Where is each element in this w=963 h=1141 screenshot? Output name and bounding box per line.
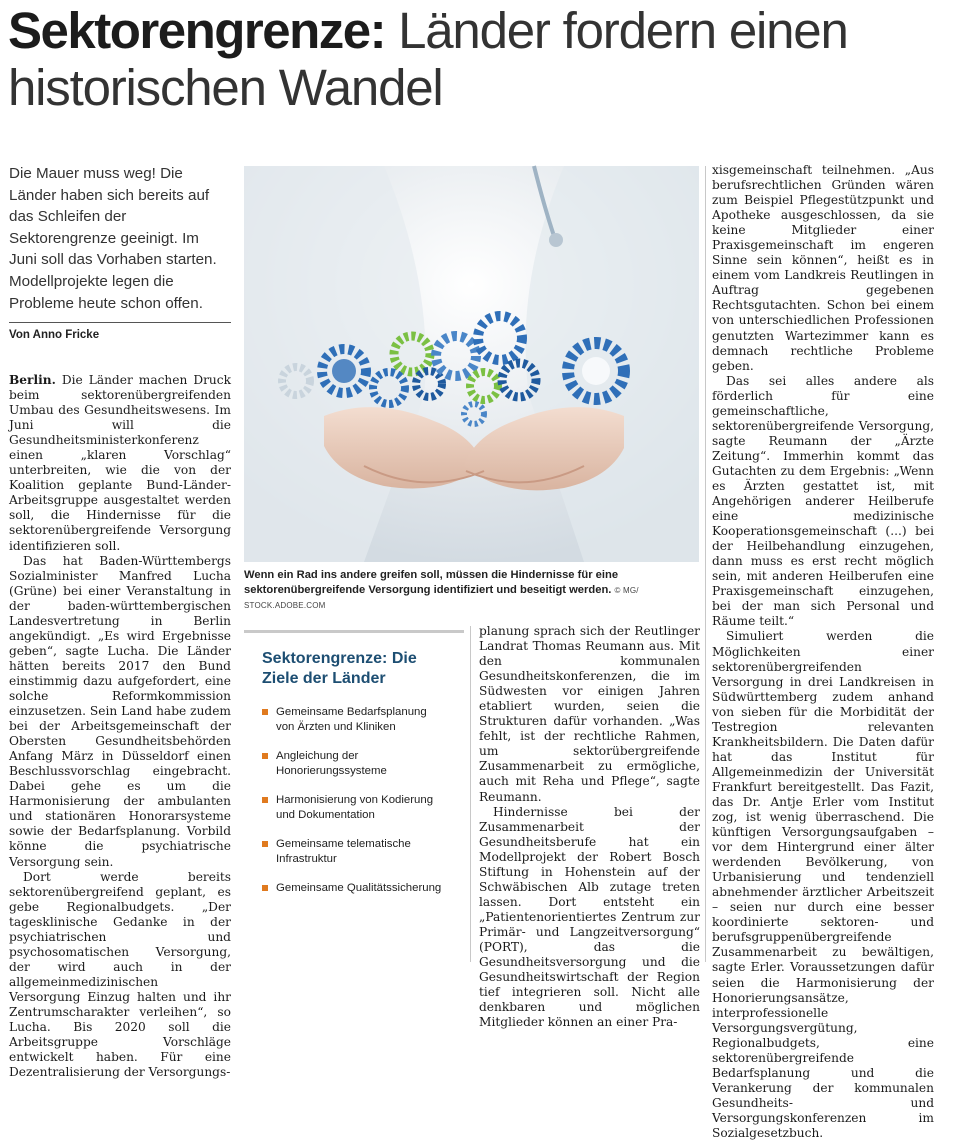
paragraph: xisgemeinschaft teilnehmen. „Aus berufsrechtlichen Gründen wären zum Beispiel Pflegestützpunkt und Apotheke ausgeschlossen, da sie keine Mitglieder einer Praxisgemeinschaft im engeren Sinne sein können“, heißt es in einem vom Landkreis Reutlingen in Auftrag gegebenen Rechtsgutachten. Schon bei einem von unterschiedlichen Professionen genutzten Wartezimmer kann es demnach rechtliche Probleme geben. bbox=[712, 163, 934, 373]
list-item: Gemeinsame Bedarfsplanung von Ärzten und Kliniken bbox=[262, 705, 446, 735]
column-divider bbox=[705, 166, 706, 962]
dateline: Berlin. bbox=[9, 373, 56, 387]
list-item: Gemeinsame Qualitätssicherung bbox=[262, 881, 446, 896]
info-box bbox=[244, 630, 464, 960]
square-bullet-icon bbox=[262, 885, 268, 891]
headline-keyword: Sektorengrenze: bbox=[8, 2, 386, 59]
article-column-1 bbox=[9, 373, 231, 1080]
list-item: Harmonisierung von Kodierung und Dokumentation bbox=[262, 793, 446, 823]
photo-caption: Wenn ein Rad ins andere greifen soll, müssen die Hindernisse für eine sektorenübergreifende Versorgung identifiziert und beseitigt werden. © MG/ STOCK.ADOBE.COM bbox=[244, 569, 639, 610]
column-divider bbox=[470, 626, 471, 962]
square-bullet-icon bbox=[262, 753, 268, 759]
info-box-list bbox=[262, 705, 446, 896]
article-column-2 bbox=[479, 624, 700, 1030]
paragraph: Berlin. Die Länder machen Druck beim sektorenübergreifenden Umbau des Gesundheitswesens. Im Juni will die Gesundheitsministerkonferenz einen „klaren Vorschlag“ unterbreiten, wie die von der Koalition geplante Bund-Länder-Arbeitsgruppe ausgestaltet werden soll, die Hindernisse für die sektorenübergreifende Versorgung identifizieren soll. bbox=[9, 373, 231, 553]
square-bullet-icon bbox=[262, 709, 268, 715]
paragraph: Das hat Baden-Württembergs Sozialminister Manfred Lucha (Grüne) bei einer Veranstaltung in der baden-württembergischen Landesvertretung in Berlin angekündigt. „Es wird Ergebnisse geben“, sagte Lucha. Die Länder hätten bereits 2017 den Bund einstimmig dazu aufgefordert, eine solche Reformkommission einzusetzen. Sein Land habe zudem bei der Arbeitsgemeinschaft der Obersten Gesundheitsbehörden Anfang März in Düsseldorf einen Beschlussvorschlag eingebracht. Dabei gehe es um die Harmonisierung der ambulanten und stationären Honorarsysteme sowie der Bedarfsplanung. Vorbild könne die psychiatrische Versorgung sein. bbox=[9, 553, 231, 869]
article-headline bbox=[8, 2, 958, 116]
article-lead: Die Mauer muss weg! Die Länder haben sich bereits auf das Schleifen der Sektorengrenze geeinigt. Im Juni soll das Vorhaben starten. Modellprojekte legen die Probleme heute schon offen. bbox=[9, 165, 217, 312]
list-item: Gemeinsame telematische Infrastruktur bbox=[262, 837, 446, 867]
list-item: Angleichung der Honorierungssysteme bbox=[262, 749, 446, 779]
article-column-3 bbox=[712, 163, 934, 1140]
photo-credit: © MG/ STOCK.ADOBE.COM bbox=[244, 586, 639, 610]
headline-rest: Länder fordern einen historischen Wandel bbox=[8, 2, 848, 116]
square-bullet-icon bbox=[262, 841, 268, 847]
square-bullet-icon bbox=[262, 797, 268, 803]
paragraph: Das sei alles andere als förderlich für eine gemeinschaftliche, sektorenübergreifende Versorgung, sagte Reumann der „Ärzte Zeitung“. Immerhin kommt das Gutachten zu dem Ergebnis: „Wenn es Ärzten gestattet ist, mit Angehörigen anderer Heilberufe eine medizinische Kooperationsgemeinschaft (...) bei der Heilbehandlung einzugehen, dann muss es erst recht möglich sein, mit anderen Heilberufen eine Praxisgemeinschaft einzugehen, bei der man sich Personal und Räume teilt.“ bbox=[712, 373, 934, 629]
author-byline: Von Anno Fricke bbox=[9, 322, 231, 341]
paragraph: planung sprach sich der Reutlinger Landrat Thomas Reumann aus. Mit den kommunalen Gesundheitskonferenzen, die im Südwesten vor einigen Jahren etabliert wurden, seien die Strukturen dafür vorhanden. „Was fehlt, ist der rechtliche Rahmen, um sektorübergreifende Zusammenarbeit zu ermögliche, auch mit Reha und Pflege“, sagte Reumann. bbox=[479, 624, 700, 804]
paragraph: Hindernisse bei der Zusammenarbeit der Gesundheitsberufe hat ein Modellprojekt der Robert Bosch Stiftung in Hohenstein auf der Schwäbischen Alb zutage treten lassen. Dort entsteht ein „Patientenorientiertes Zentrum zur Primär- und Langzeitversorgung“ (PORT), das die Gesundheitsversorgung und die Gesundheitswirtschaft der Region tief integrieren soll. Nicht alle denkbaren und möglichen Mitglieder können an einer Pra- bbox=[479, 804, 700, 1030]
info-box-title: Sektorengrenze: Die Ziele der Länder bbox=[262, 650, 417, 687]
gears-in-hands-illustration bbox=[244, 166, 699, 562]
article-photo bbox=[244, 166, 699, 562]
paragraph: Dort werde bereits sektorenübergreifend geplant, es gebe Regionalbudgets. „Der tagesklinische Gedanke in der psychiatrischen und psychosomatischen Versorgung, der wird auch in der allgemeinmedizinischen Versorgung Einzug halten und ihr Zentrumscharakter verleihen“, so Lucha. Bis 2020 soll die Arbeitsgruppe Vorschläge entwickelt haben. Für eine Dezentralisierung der Versorgungs- bbox=[9, 869, 231, 1080]
paragraph: Simuliert werden die Möglichkeiten einer sektorenübergreifenden Versorgung in drei Landkreisen in Südwürttemberg zudem anhand von sieben für die Morbidität der Testregion relevanten Krankheitsbildern. Die Daten dafür hat das Institut für Allgemeinmedizin der Universität Frankfurt bereitgestellt. Das Fazit, das Dr. Antje Erler vom Institut zog, ist wenig überraschend. Die künftigen Versorgungsaufgaben – vor dem Hintergrund einer älter werdenden Bevölkerung, von Urbanisierung und tendenziell abnehmender ärztlicher Arbeitszeit – seien nur durch eine besser koordinierte sektoren- und berufsgruppenübergreifende Zusammenarbeit zu bewältigen, sagte Erler. Voraussetzungen dafür seien die Harmonisierung der Honorierungsansätze, interprofessionelle Versorgungsvergütung, Regionalbudgets, eine sektorenübergreifende Bedarfsplanung und die Verankerung der kommunalen Gesundheits- und Versorgungskonferenzen im Sozialgesetzbuch. bbox=[712, 629, 934, 1140]
